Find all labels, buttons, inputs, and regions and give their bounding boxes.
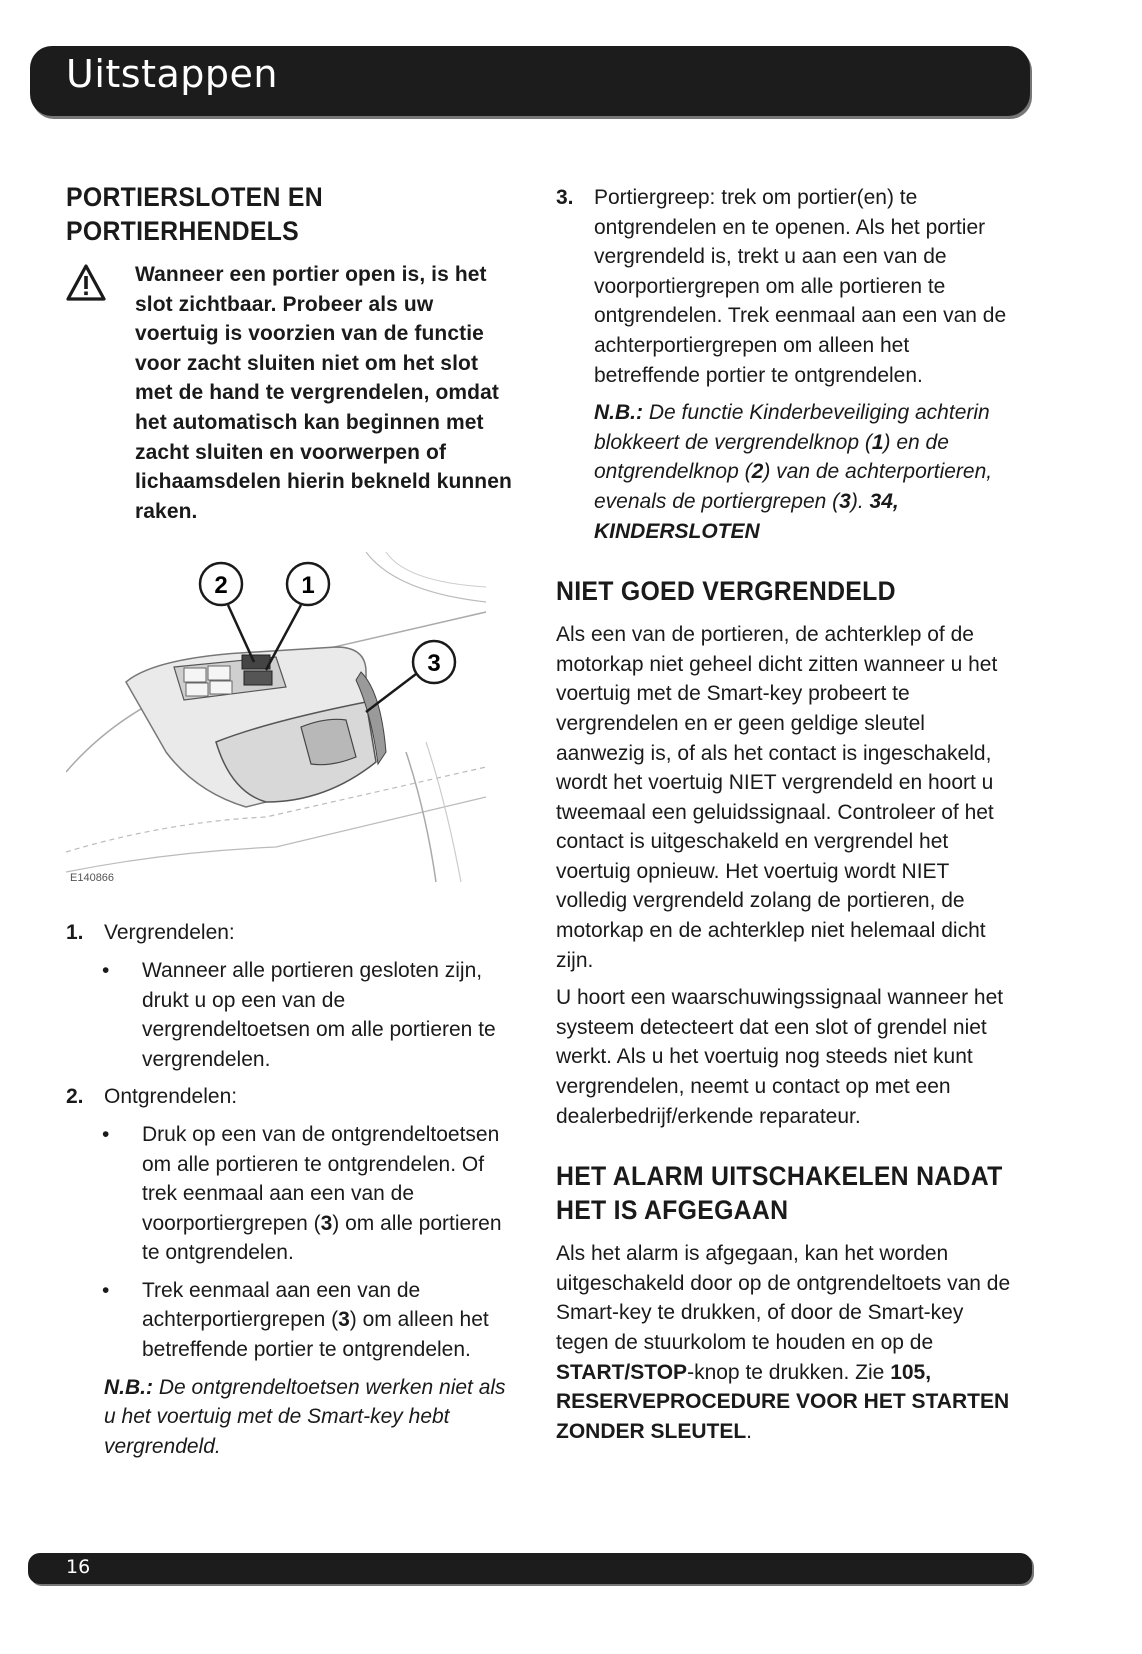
warning-block <box>66 260 516 526</box>
warning-triangle-icon <box>66 264 106 302</box>
heading-line-1: HET ALARM UITSCHAKELEN NADAT <box>556 1161 1003 1192</box>
note-smart-key <box>66 1373 516 1462</box>
door-handle-illustration <box>66 552 496 892</box>
note-label: N.B.: <box>104 1375 153 1399</box>
bullet-text: ) om alleen het betreffende portier te ontgrendelen. <box>142 1308 489 1362</box>
note-text: ). <box>850 489 870 513</box>
note-text: De ontgrendeltoetsen werken niet als u het voertuig met de Smart-key hebt vergrendeld. <box>104 1375 506 1458</box>
section-heading-door-locks <box>66 180 513 248</box>
list-item-3 <box>556 183 1011 390</box>
bullet-text: Wanneer alle portieren gesloten zijn, drukt u op een van de vergrendeltoetsen om alle portieren te vergrendelen. <box>142 958 496 1071</box>
paragraph-text: Als het alarm is afgegaan, kan het worden uitgeschakeld door op de ontgrendeltoets van de Smart-key te drukken, of door de Smart-key tegen de stuurkolom te houden en op de <box>556 1242 1011 1354</box>
bullet-ref: 3 <box>338 1308 350 1332</box>
list-text-3: Portiergreep: trek om portier(en) te ontgrendelen en te openen. Als het portier vergrendeld is, trekt u aan een van de voorportiergrepen om alle portieren te ontgrendelen. Trek eenmaal aan een van de achterportiergrepen om alleen het betreffende portier te ontgrendelen. <box>594 186 1007 387</box>
note-ref: 2 <box>751 460 764 484</box>
bullet-lock-all <box>66 956 516 1074</box>
bullet-dot: • <box>102 1278 110 1302</box>
paragraph-alarm <box>556 1239 1011 1446</box>
page-number: 16 <box>66 1556 91 1578</box>
warning-text: Wanneer een portier open is, is het slot zichtbaar. Probeer als uw voertuig is voorzien van de functie voor zacht sluiten niet om het slot met de hand te vergrendelen, omdat het automatisch kan beginnen met zacht sluiten en voorwerpen of lichaamsdelen hierin bekneld kunnen raken. <box>135 263 512 523</box>
footer-bar <box>28 1553 1032 1584</box>
bullet-unlock-rear <box>66 1276 516 1365</box>
paragraph-text: . <box>746 1419 753 1443</box>
note-label: N.B.: <box>594 401 643 425</box>
callout-label-2: 2 <box>214 572 228 600</box>
paragraph-warning-signal: U hoort een waarschuwingssignaal wanneer het systeem detecteert dat een slot of grendel niet werkt. Als u het voertuig nog steeds niet kunt vergrendelen, neemt u contact op met een dealerbedrijf/erkende reparateur. <box>556 986 1004 1128</box>
figure-code: E140866 <box>70 872 115 885</box>
list-label-1: Vergrendelen: <box>104 921 235 945</box>
heading-line-2: HET IS AFGEGAAN <box>556 1195 789 1226</box>
section-heading-alarm <box>556 1159 1008 1227</box>
list-item-2 <box>66 1082 516 1112</box>
start-stop-label: START/STOP <box>556 1360 688 1384</box>
paragraph-text: -knop te drukken. Zie <box>687 1360 891 1384</box>
bullet-text: ) om alle portieren te ontgrendelen. <box>142 1211 502 1265</box>
note-child-lock <box>556 398 1011 546</box>
note-text: De functie Kinderbeveiliging achterin blokkeert de vergrendelknop ( <box>594 401 990 454</box>
header-bar <box>30 46 1030 116</box>
cross-reference-link[interactable]: 34, KINDERSLOTEN <box>594 489 899 543</box>
note-text: ) en de ontgrendelknop ( <box>594 430 949 484</box>
right-column <box>556 183 1011 1454</box>
bullet-dot: • <box>102 1122 110 1146</box>
callout-label-3: 3 <box>427 650 441 678</box>
list-number-3: 3. <box>556 186 574 209</box>
page-title: Uitstappen <box>66 52 278 96</box>
bullet-text: Trek eenmaal aan een van de achterportiergrepen ( <box>142 1278 421 1332</box>
list-item-1 <box>66 918 516 948</box>
bullet-ref: 3 <box>320 1211 333 1235</box>
bullet-text: Druk op een van de ontgrendeltoetsen om alle portieren te ontgrendelen. Of trek eenmaal aan een van de voorportiergrepen ( <box>142 1122 500 1235</box>
section-heading-not-locked: NIET GOED VERGRENDELD <box>556 576 896 607</box>
list-number-2: 2. <box>66 1085 84 1109</box>
callout-label-1: 1 <box>301 572 315 600</box>
bullet-unlock-all <box>66 1120 516 1268</box>
note-ref: 1 <box>871 430 884 454</box>
paragraph-not-locked: Als een van de portieren, de achterklep of de motorkap niet geheel dicht zitten wanneer u het voertuig met de Smart-key probeert te vergrendelen en er geen geldige sleutel aanwezig is, of als het contact is ingeschakeld, wordt het voertuig NIET vergrendeld en hoort u tweemaal een geluidssignaal. Controleer of het contact is uitgeschakeld en vergrendel het voertuig opnieuw. Het voertuig wordt NIET volledig vergrendeld zolang de portieren, de motorkap en de achterklep niet helemaal dicht zijn. <box>556 623 998 972</box>
list-number-1: 1. <box>66 921 84 945</box>
note-text: ) van de achterportieren, evenals de portiergrepen ( <box>594 460 993 513</box>
cross-reference-link[interactable]: 105, RESERVEPROCEDURE VOOR HET STARTEN ZONDER SLEUTEL <box>556 1360 1010 1443</box>
heading-line-2: PORTIERHENDELS <box>66 216 299 246</box>
list-label-2: Ontgrendelen: <box>104 1085 238 1109</box>
door-panel-drawing <box>66 552 496 892</box>
heading-line-1: PORTIERSLOTEN EN <box>66 182 323 212</box>
bullet-dot: • <box>102 958 110 982</box>
left-column <box>66 180 516 1469</box>
note-ref: 3 <box>839 489 851 513</box>
